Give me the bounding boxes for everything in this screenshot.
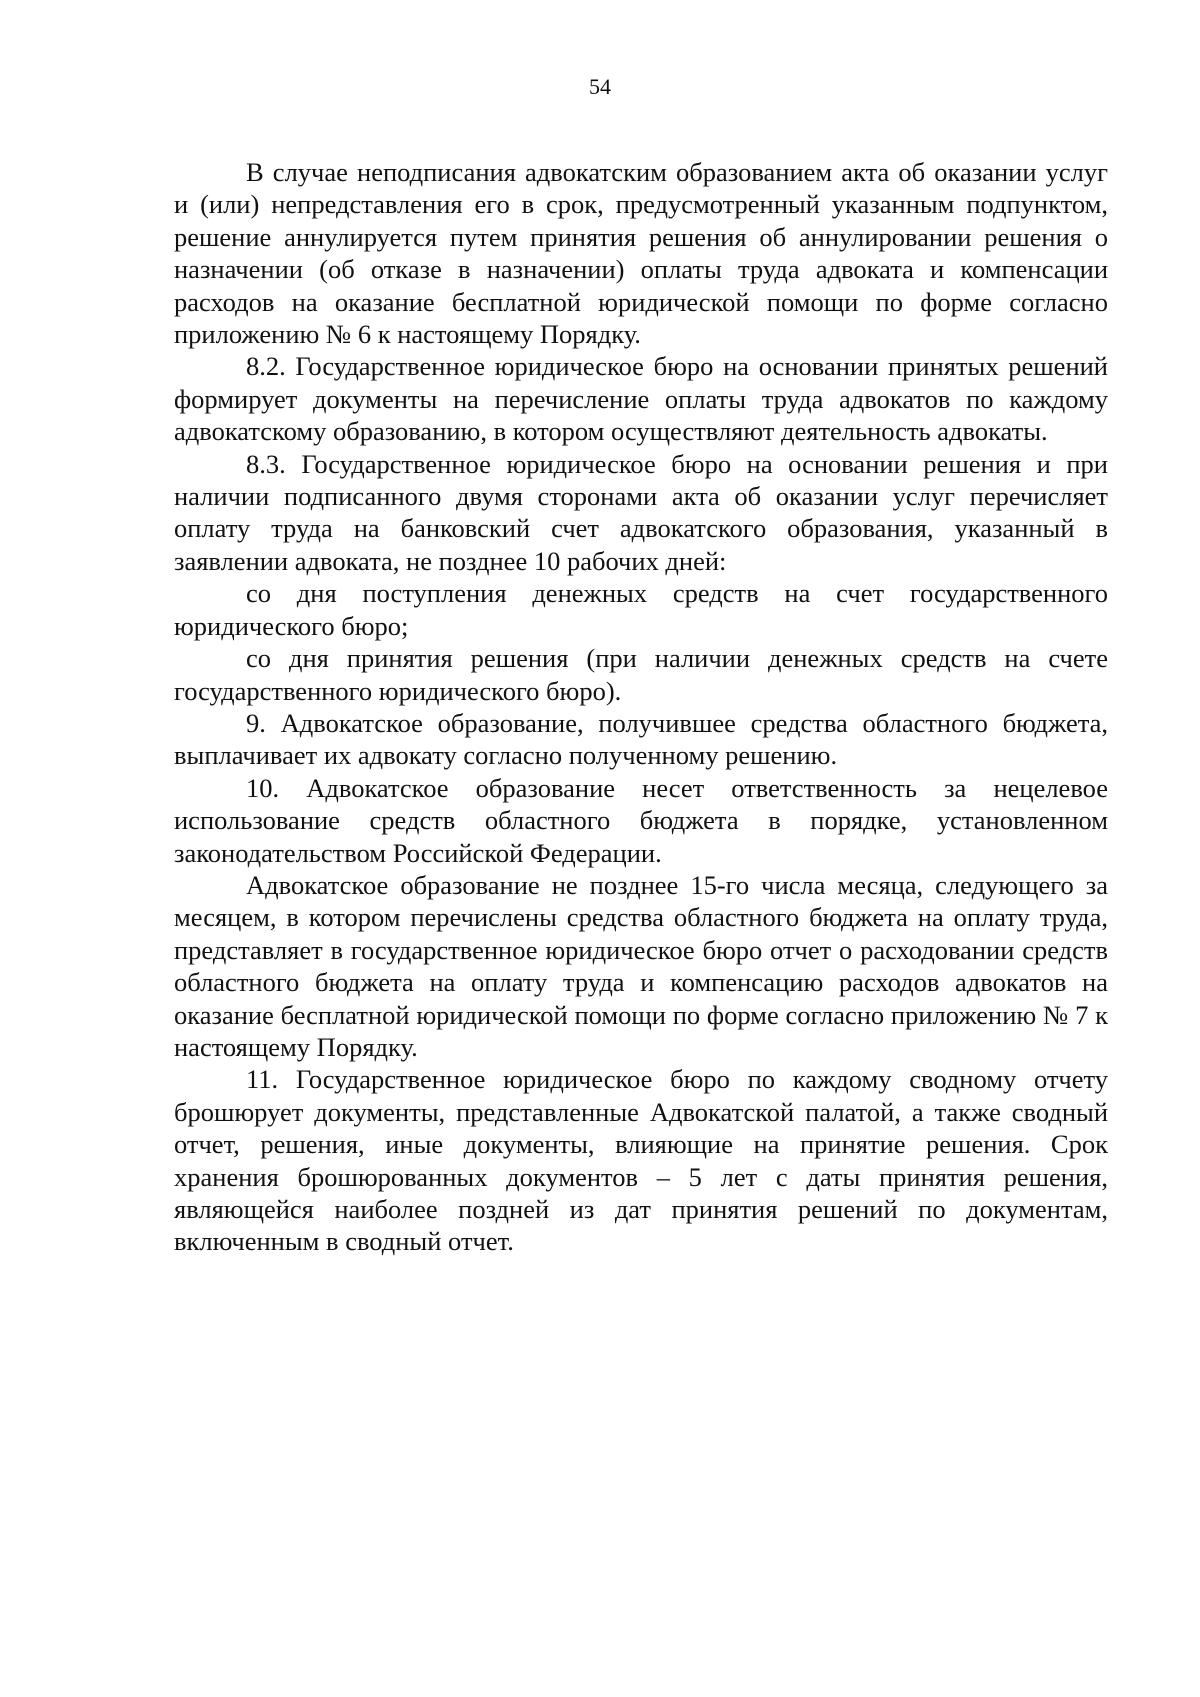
- paragraph-10: 10. Адвокатское образование несет ответственность за нецелевое использование средств областного бюджета в порядке, установленном законодательством Российской Федерации.: [174, 772, 1108, 868]
- document-body: [174, 156, 1108, 1258]
- paragraph-8-3: 8.3. Государственное юридическое бюро на основании решения и при наличии подписанного двумя сторонами акта об оказании услуг перечисляет оплату труда на банковский счет адвокатского образования, указанный в заявлении адвоката, не позднее 10 рабочих дней:: [174, 448, 1108, 576]
- page-number: 54: [589, 74, 611, 99]
- paragraph-8-2: 8.2. Государственное юридическое бюро на основании принятых решений формирует документы на перечисление оплаты труда адвокатов по каждому адвокатскому образованию, в котором осуществляют деятельность адвокаты.: [174, 351, 1108, 447]
- paragraph-8-3-item-funds-receipt: со дня поступления денежных средств на счет государственного юридического бюро;: [174, 578, 1108, 641]
- paragraph-8-3-item-decision-date: со дня принятия решения (при наличии денежных средств на счете государственного юридического бюро).: [174, 643, 1108, 706]
- paragraph-annulment: В случае неподписания адвокатским образованием акта об оказании услуг и (или) непредставления его в срок, предусмотренный указанным подпунктом, решение аннулируется путем принятия решения об аннулировании решения о назначении (об отказе в назначении) оплаты труда адвоката и компенсации расходов на оказание бесплатной юридической помощи по форме согласно приложению № 6 к настоящему Порядку.: [174, 157, 1108, 350]
- paragraph-10-report: Адвокатское образование не позднее 15-го числа месяца, следующего за месяцем, в котором перечислены средства областного бюджета на оплату труда, представляет в государственное юридическое бюро отчет о расходовании средств областного бюджета на оплату труда и компенсацию расходов адвокатов на оказание бесплатной юридической помощи по форме согласно приложению № 7 к настоящему Порядку.: [174, 869, 1108, 1062]
- paragraph-11: 11. Государственное юридическое бюро по каждому сводному отчету брошюрует документы, представленные Адвокатской палатой, а также сводный отчет, решения, иные документы, влияющие на принятие решения. Срок хранения брошюрованных документов – 5 лет с даты принятия решения, являющейся наиболее поздней из дат принятия решений по документам, включенным в сводный отчет.: [174, 1064, 1108, 1257]
- paragraph-9: 9. Адвокатское образование, получившее средства областного бюджета, выплачивает их адвокату согласно полученному решению.: [174, 707, 1108, 771]
